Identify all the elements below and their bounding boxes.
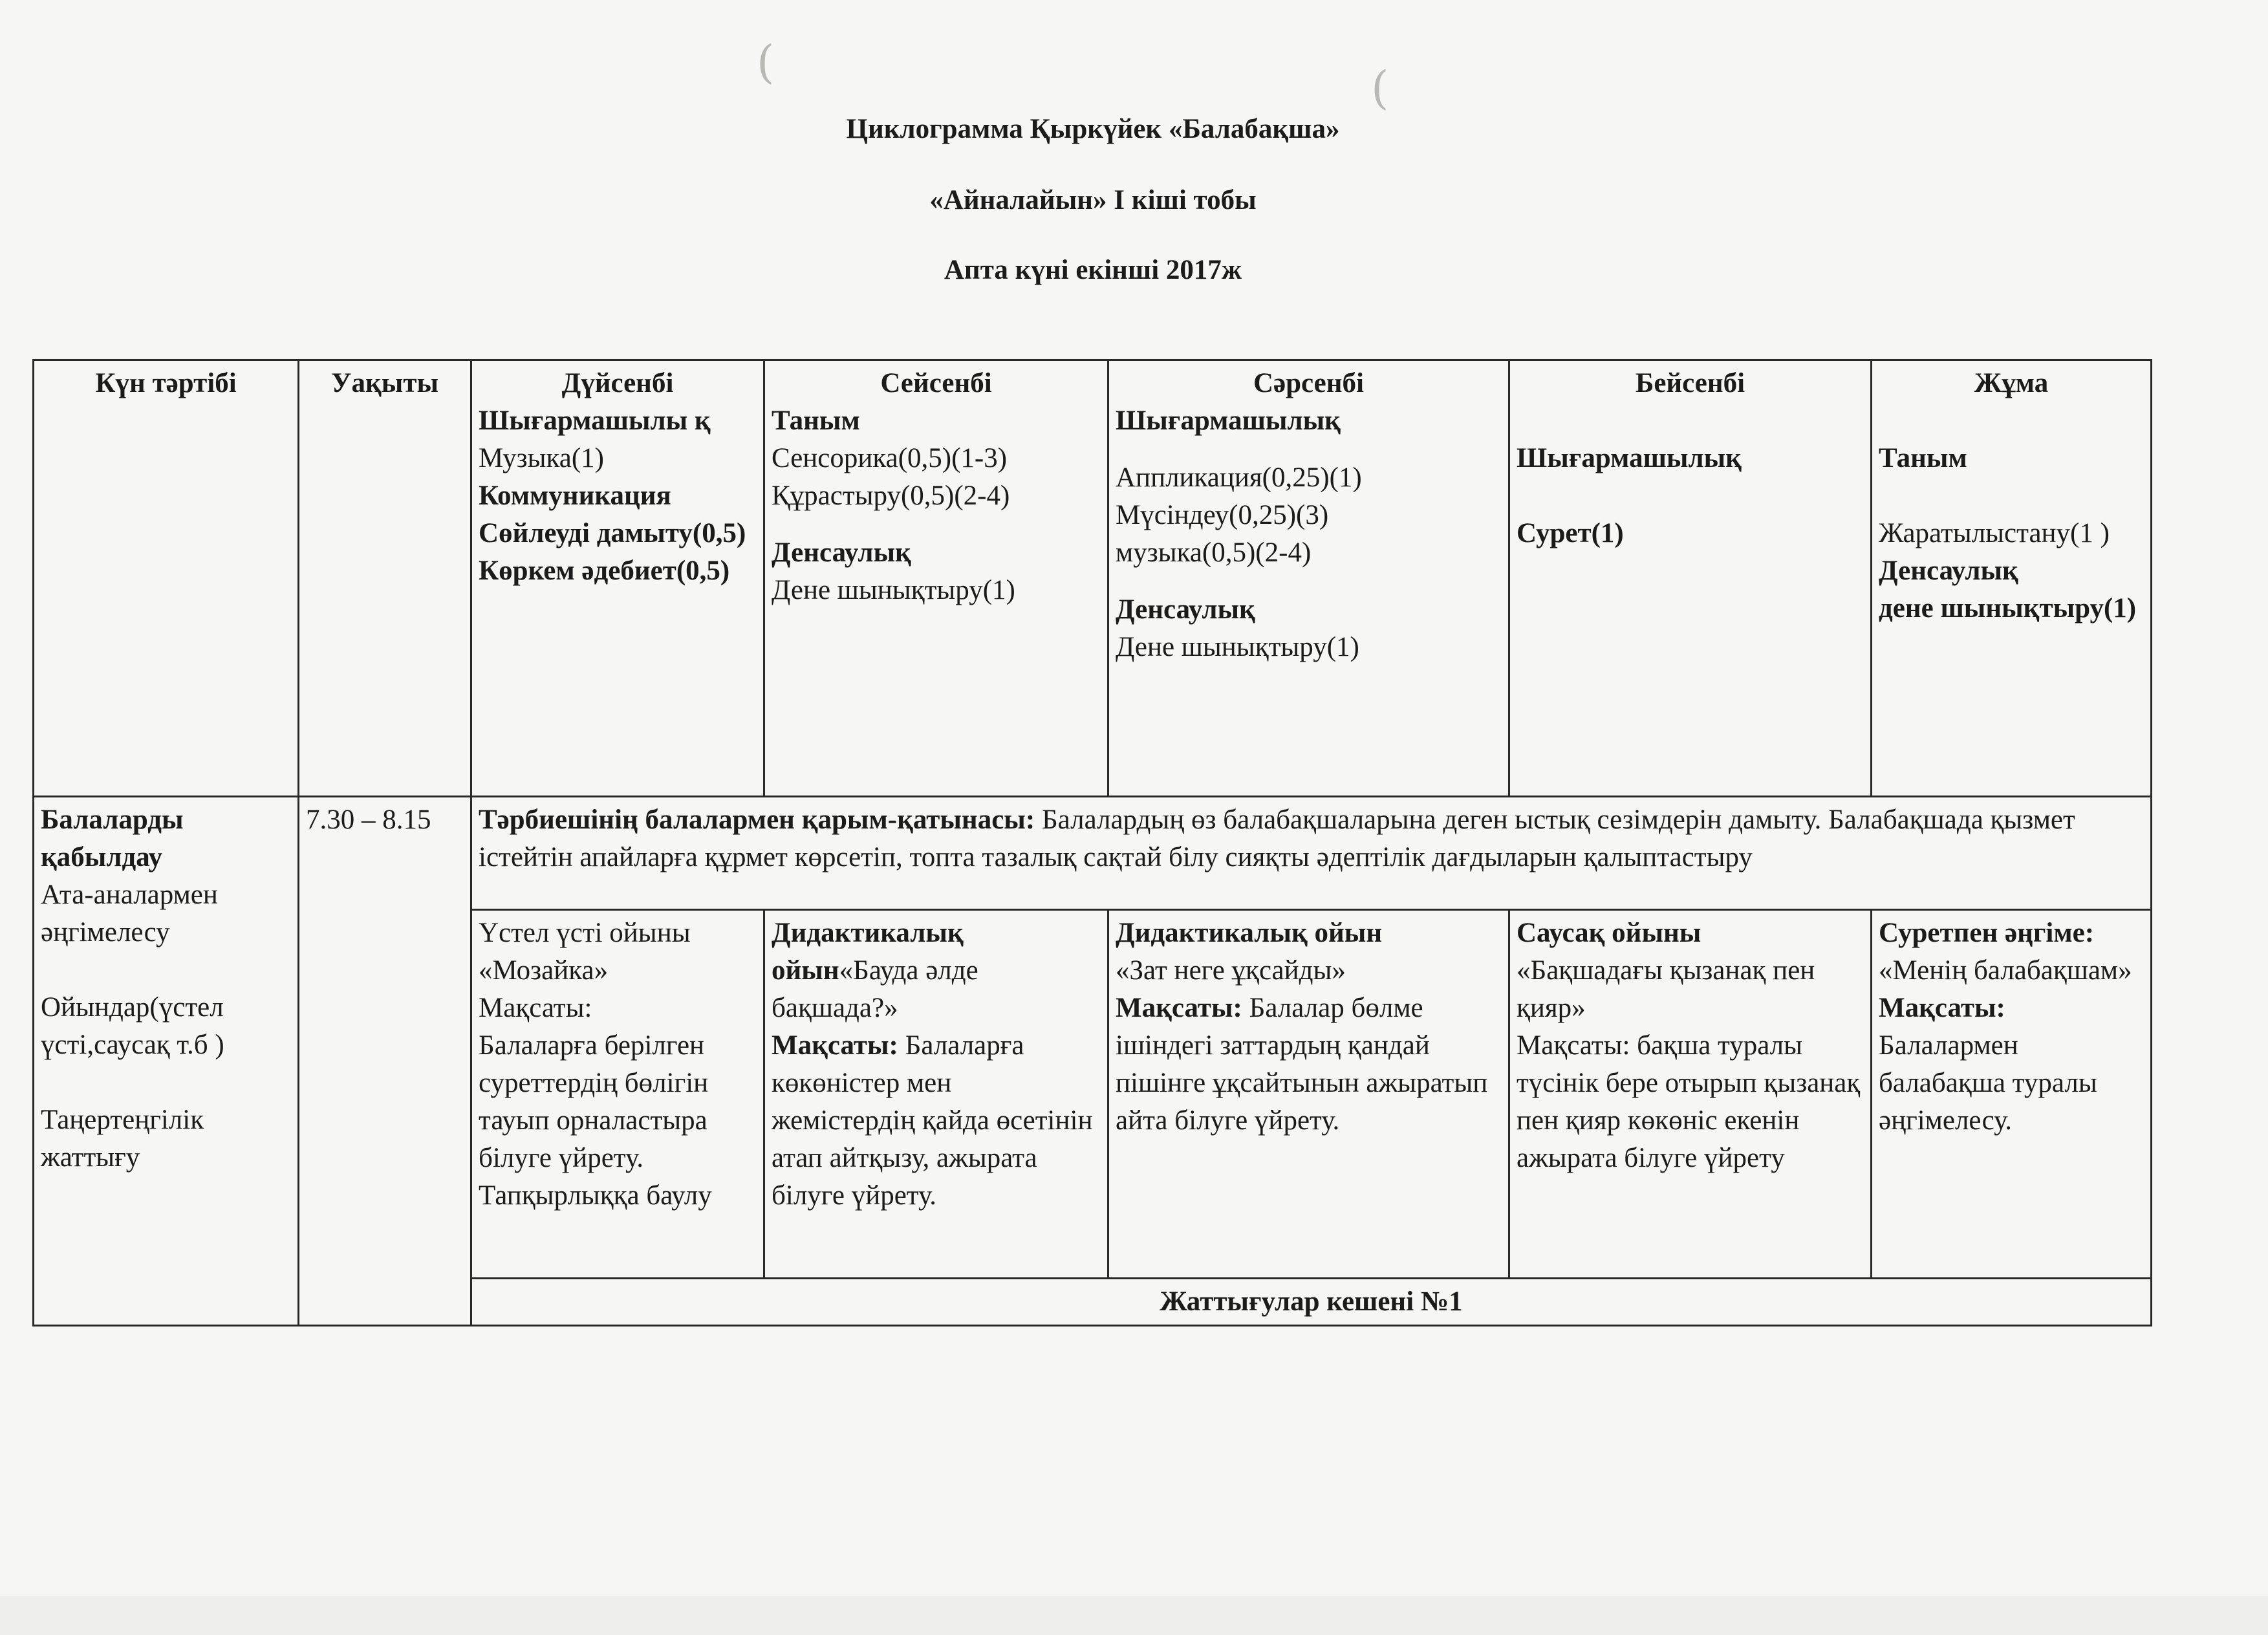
monday-game-cell [471, 910, 764, 1279]
wednesday-subj2: Мүсіндеу(0,25)(3) [1116, 500, 1329, 531]
wednesday-subj3: музыка(0,5)(2-4) [1116, 537, 1312, 568]
wednesday-goal-label: Мақсаты: [1116, 993, 1242, 1024]
group-title: «Айналайын» I кіші тобы [929, 185, 1257, 215]
tuesday-area1: Таным [772, 406, 860, 437]
thursday-day: Бейсенбі [1635, 368, 1745, 398]
wednesday-subj4: Дене шынықтыру(1) [1116, 632, 1359, 663]
tuesday-goal-label: Мақсаты: [772, 1030, 898, 1061]
scan-artifact-mark: ( [1371, 61, 1389, 114]
tuesday-day: Сейсенбі [880, 368, 992, 398]
monday-subj1: Музыка(1) [479, 443, 605, 474]
tuesday-subj1: Сенсорика(0,5)(1-3) [772, 443, 1008, 474]
scan-edge [0, 1596, 2268, 1635]
thursday-subj1: Сурет(1) [1517, 518, 1624, 549]
tuesday-subj2: Құрастыру(0,5)(2-4) [772, 481, 1010, 512]
monday-game-name: «Мозайка» [479, 955, 609, 986]
thursday-game-cell [1509, 910, 1872, 1279]
header-row [34, 360, 2152, 797]
exercise-cell: Жаттығулар кешені №1 [471, 1279, 2152, 1326]
tuesday-subj3: Дене шынықтыру(1) [772, 575, 1015, 606]
scan-artifact-mark: ( [757, 36, 775, 89]
wednesday-subj1: Аппликация(0,25)(1) [1116, 462, 1362, 493]
wednesday-goal: Балалар бөлме ішіндегі заттардың қандай пішінге ұқсайтынын ажыратып айта білуге үйрету. [1116, 993, 1488, 1136]
header-routine: Күн тәртібі [34, 360, 299, 797]
monday-subj3: Көркем әдебиет(0,5) [479, 556, 730, 587]
friday-day: Жұма [1974, 368, 2049, 398]
week-title: Апта күні екінші 2017ж [944, 255, 1242, 285]
thursday-goal: Мақсаты: бақша туралы түсінік бере отырып қызанақ пен қияр көкөніс екенін ажырата білуге үйрету [1517, 1030, 1861, 1174]
header-wednesday [1108, 360, 1509, 797]
routine-item-exercise: Таңертеңгілік жаттығу [41, 1105, 204, 1173]
friday-game: Суретпен әңгіме: [1879, 918, 2095, 948]
monday-area1: Шығармашылы қ [479, 406, 711, 437]
header-thursday [1509, 360, 1872, 797]
friday-subj2: дене шынықтыру(1) [1879, 593, 2137, 624]
friday-game-cell [1872, 910, 2152, 1279]
routine-cell [34, 797, 299, 1326]
tuesday-game: Дидактикалық ойын [772, 918, 964, 986]
wednesday-area1: Шығармашылық [1116, 406, 1341, 437]
page-title: Циклограмма Қыркүйек «Балабақша» [846, 114, 1340, 144]
thursday-area1: Шығармашылық [1517, 443, 1742, 474]
tuesday-game-name: «Бауда әлде бақшада?» [772, 955, 978, 1024]
wednesday-game-cell [1108, 910, 1509, 1279]
routine-item-parents: Ата-аналармен әңгімелесу [41, 880, 218, 948]
schedule-table [32, 359, 2152, 1326]
friday-goal-label: Мақсаты: [1879, 993, 2005, 1024]
tuesday-goal: Балаларға көкөністер мен жемістердің қайда өсетінін атап айтқызу, ажырата білуге үйрету. [772, 1030, 1093, 1211]
interaction-label: Тәрбиешінің балалармен қарым-қатынасы: [479, 805, 1035, 835]
interaction-row [34, 797, 2152, 910]
header-time: Уақыты [299, 360, 471, 797]
friday-game-name: «Менің балабақшам» [1879, 955, 2132, 986]
thursday-game-name: «Бақшадағы қызанақ пен қияр» [1517, 955, 1815, 1024]
monday-day: Дүйсенбі [561, 368, 674, 398]
routine-title: Балаларды қабылдау [41, 805, 184, 873]
friday-area1: Таным [1879, 443, 1967, 474]
header-friday [1872, 360, 2152, 797]
header-monday [471, 360, 764, 797]
monday-goal: Балаларға берілген суреттердің бөлігін тауып орналастыра білуге үйрету. Тапқырлыққа баулу [479, 1030, 712, 1211]
routine-item-games: Ойындар(үстел үсті,саусақ т.б ) [41, 992, 224, 1061]
wednesday-game-name: «Зат неге ұқсайды» [1116, 955, 1346, 986]
header-tuesday [764, 360, 1108, 797]
wednesday-day: Сәрсенбі [1253, 368, 1364, 398]
wednesday-area2: Денсаулық [1116, 594, 1255, 625]
monday-area2: Коммуникация [479, 481, 671, 512]
monday-game: Үстел үсті ойыны [479, 918, 691, 948]
tuesday-game-cell [764, 910, 1108, 1279]
tuesday-area2: Денсаулық [772, 537, 911, 568]
friday-goal: Балалармен балабақша туралы әңгімелесу. [1879, 1030, 2097, 1136]
friday-area2: Денсаулық [1879, 556, 2018, 587]
interaction-cell [471, 797, 2152, 910]
wednesday-game: Дидактикалық ойын [1116, 918, 1383, 948]
interaction-text: Балалардың өз балабақшаларына деген ыстық сезімдерін дамыту. Балабақшада қызмет істейтін апайларға құрмет көрсетіп, топта тазалық сақтай білу сияқты әдептілік дағдыларын қалыптастыру [479, 805, 2075, 873]
friday-subj1: Жаратылыстану(1 ) [1879, 518, 2110, 549]
monday-goal-label: Мақсаты: [479, 993, 592, 1024]
time-cell: 7.30 – 8.15 [299, 797, 471, 1326]
monday-subj2: Сөйлеуді дамыту(0,5) [479, 518, 746, 549]
thursday-game: Саусақ ойыны [1517, 918, 1701, 948]
